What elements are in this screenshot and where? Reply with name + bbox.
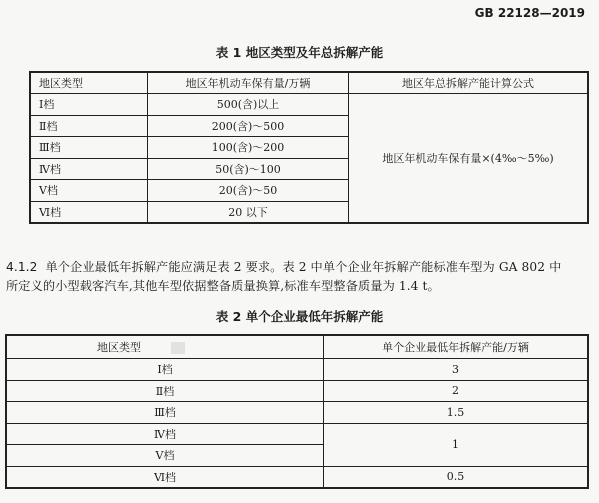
table-header-row [30, 72, 588, 94]
vehicle-count-cell: 500(含)以上 [148, 94, 349, 116]
capacity-cell: 1 [324, 423, 589, 466]
capacity-cell: 0.5 [324, 466, 589, 488]
min-capacity-table [5, 334, 589, 489]
capacity-cell: 3 [324, 359, 589, 381]
column-header-formula: 地区年总拆解产能计算公式 [349, 72, 589, 94]
section-number: 4.1.2 [6, 260, 38, 274]
vehicle-count-cell: 20 以下 [148, 201, 349, 223]
table-row [6, 359, 588, 381]
vehicle-count-cell: 50(含)～100 [148, 158, 349, 180]
region-type-cell: Ⅵ档 [30, 201, 148, 223]
region-type-cell: Ⅰ档 [30, 94, 148, 116]
table-row [6, 466, 588, 488]
region-type-cell: Ⅱ档 [6, 380, 324, 402]
region-type-cell: Ⅰ档 [6, 359, 324, 381]
vehicle-count-cell: 200(含)～500 [148, 115, 349, 137]
column-header-region-type: 地区类型 [30, 72, 148, 94]
vehicle-count-cell: 20(含)～50 [148, 180, 349, 202]
table-row [6, 402, 588, 424]
region-type-cell: Ⅵ档 [6, 466, 324, 488]
table-header-row [6, 335, 588, 359]
region-type-cell: Ⅲ档 [30, 137, 148, 159]
region-type-cell: Ⅱ档 [30, 115, 148, 137]
table-row [6, 423, 588, 445]
table1-caption: 表 1 地区类型及年总拆解产能 [215, 45, 384, 60]
table2-caption: 表 2 单个企业最低年拆解产能 [215, 309, 384, 324]
region-type-cell: Ⅲ档 [6, 402, 324, 424]
region-type-table [29, 71, 589, 224]
table-row [6, 380, 588, 402]
paragraph-line [6, 258, 594, 277]
capacity-cell: 1.5 [324, 402, 589, 424]
column-header-capacity: 单个企业最低年拆解产能/万辆 [324, 335, 589, 359]
paragraph-line: 所定义的小型载客汽车,其他车型依据整备质量换算,标准车型整备质量为 1.4 t。 [6, 279, 440, 293]
region-type-cell: Ⅳ档 [6, 423, 324, 445]
region-type-cell: Ⅳ档 [30, 158, 148, 180]
scan-mark [171, 342, 185, 354]
vehicle-count-cell: 100(含)～200 [148, 137, 349, 159]
table-row [30, 94, 588, 116]
region-type-cell: Ⅴ档 [6, 445, 324, 467]
standard-code: GB 22128—2019 [474, 6, 585, 20]
section-4-1-2-paragraph [6, 258, 594, 296]
column-header-region-type: 地区类型 [6, 335, 324, 359]
formula-cell: 地区年机动车保有量×(4‰～5‰) [349, 94, 589, 224]
capacity-cell: 2 [324, 380, 589, 402]
region-type-cell: Ⅴ档 [30, 180, 148, 202]
column-header-vehicle-count: 地区年机动车保有量/万辆 [148, 72, 349, 94]
paragraph-text: 单个企业最低年拆解产能应满足表 2 要求。表 2 中单个企业年拆解产能标准车型为 GA 802 中 [45, 260, 562, 274]
